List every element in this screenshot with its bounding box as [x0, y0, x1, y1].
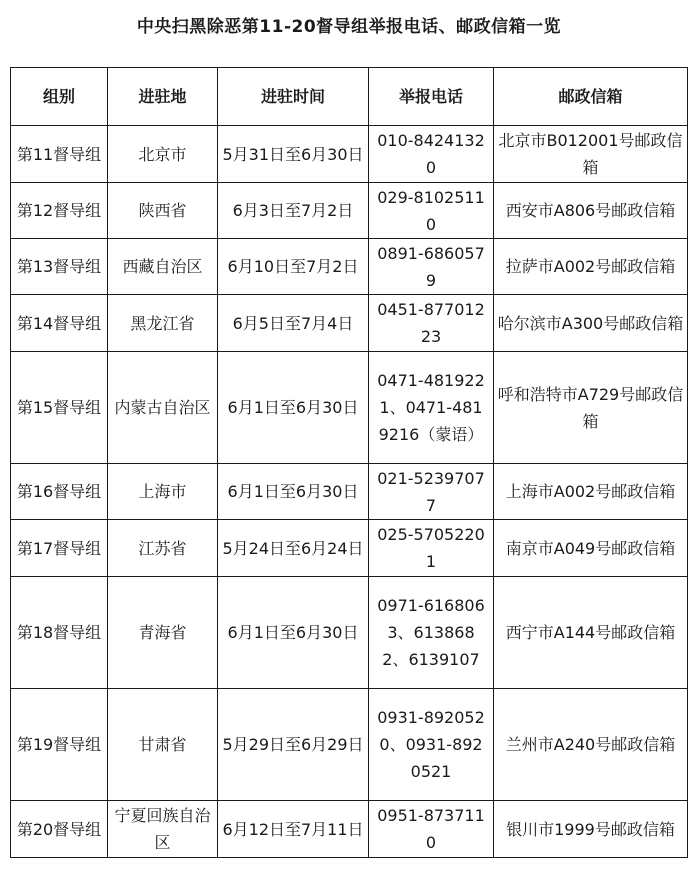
cell-mailbox: 兰州市A240号邮政信箱 — [494, 689, 688, 801]
cell-group: 第19督导组 — [11, 689, 108, 801]
cell-phone: 0471-4819221、0471-4819216（蒙语） — [369, 352, 494, 464]
table-row — [11, 183, 688, 239]
table-row — [11, 577, 688, 689]
column-header-group: 组别 — [11, 68, 108, 126]
cell-place: 上海市 — [108, 464, 218, 520]
cell-place: 宁夏回族自治区 — [108, 801, 218, 858]
cell-time: 6月10日至7月2日 — [218, 239, 369, 295]
column-header-place: 进驻地 — [108, 68, 218, 126]
cell-phone: 0891-6860579 — [369, 239, 494, 295]
cell-mailbox: 西宁市A144号邮政信箱 — [494, 577, 688, 689]
cell-time: 6月12日至7月11日 — [218, 801, 369, 858]
cell-mailbox: 北京市B012001号邮政信箱 — [494, 126, 688, 183]
contact-table — [10, 67, 688, 858]
cell-phone: 0971-6168063、6138682、6139107 — [369, 577, 494, 689]
table-row — [11, 464, 688, 520]
cell-phone: 029-81025110 — [369, 183, 494, 239]
cell-mailbox: 拉萨市A002号邮政信箱 — [494, 239, 688, 295]
cell-time: 6月5日至7月4日 — [218, 295, 369, 352]
cell-place: 甘肃省 — [108, 689, 218, 801]
cell-group: 第18督导组 — [11, 577, 108, 689]
cell-phone: 021-52397077 — [369, 464, 494, 520]
cell-time: 6月1日至6月30日 — [218, 464, 369, 520]
cell-mailbox: 哈尔滨市A300号邮政信箱 — [494, 295, 688, 352]
cell-time: 6月1日至6月30日 — [218, 577, 369, 689]
table-row — [11, 689, 688, 801]
cell-time: 5月29日至6月29日 — [218, 689, 369, 801]
cell-mailbox: 上海市A002号邮政信箱 — [494, 464, 688, 520]
cell-group: 第14督导组 — [11, 295, 108, 352]
cell-group: 第20督导组 — [11, 801, 108, 858]
cell-time: 5月31日至6月30日 — [218, 126, 369, 183]
cell-place: 陕西省 — [108, 183, 218, 239]
cell-time: 5月24日至6月24日 — [218, 520, 369, 577]
cell-phone: 0931-8920520、0931-8920521 — [369, 689, 494, 801]
cell-time: 6月1日至6月30日 — [218, 352, 369, 464]
cell-group: 第15督导组 — [11, 352, 108, 464]
cell-mailbox: 西安市A806号邮政信箱 — [494, 183, 688, 239]
table-row — [11, 801, 688, 858]
cell-mailbox: 呼和浩特市A729号邮政信箱 — [494, 352, 688, 464]
cell-group: 第13督导组 — [11, 239, 108, 295]
column-header-time: 进驻时间 — [218, 68, 369, 126]
table-row — [11, 295, 688, 352]
cell-group: 第17督导组 — [11, 520, 108, 577]
cell-phone: 025-57052201 — [369, 520, 494, 577]
cell-group: 第16督导组 — [11, 464, 108, 520]
cell-time: 6月3日至7月2日 — [218, 183, 369, 239]
cell-group: 第11督导组 — [11, 126, 108, 183]
cell-group: 第12督导组 — [11, 183, 108, 239]
cell-mailbox: 银川市1999号邮政信箱 — [494, 801, 688, 858]
table-header-row — [11, 68, 688, 126]
column-header-mailbox: 邮政信箱 — [494, 68, 688, 126]
cell-place: 西藏自治区 — [108, 239, 218, 295]
table-row — [11, 126, 688, 183]
column-header-phone: 举报电话 — [369, 68, 494, 126]
cell-mailbox: 南京市A049号邮政信箱 — [494, 520, 688, 577]
table-row — [11, 352, 688, 464]
cell-phone: 0951-8737110 — [369, 801, 494, 858]
cell-place: 黑龙江省 — [108, 295, 218, 352]
cell-place: 青海省 — [108, 577, 218, 689]
table-row — [11, 520, 688, 577]
cell-phone: 010-84241320 — [369, 126, 494, 183]
cell-place: 北京市 — [108, 126, 218, 183]
cell-phone: 0451-87701223 — [369, 295, 494, 352]
cell-place: 内蒙古自治区 — [108, 352, 218, 464]
cell-place: 江苏省 — [108, 520, 218, 577]
page-title: 中央扫黑除恶第11-20督导组举报电话、邮政信箱一览 — [136, 17, 562, 37]
table-row — [11, 239, 688, 295]
